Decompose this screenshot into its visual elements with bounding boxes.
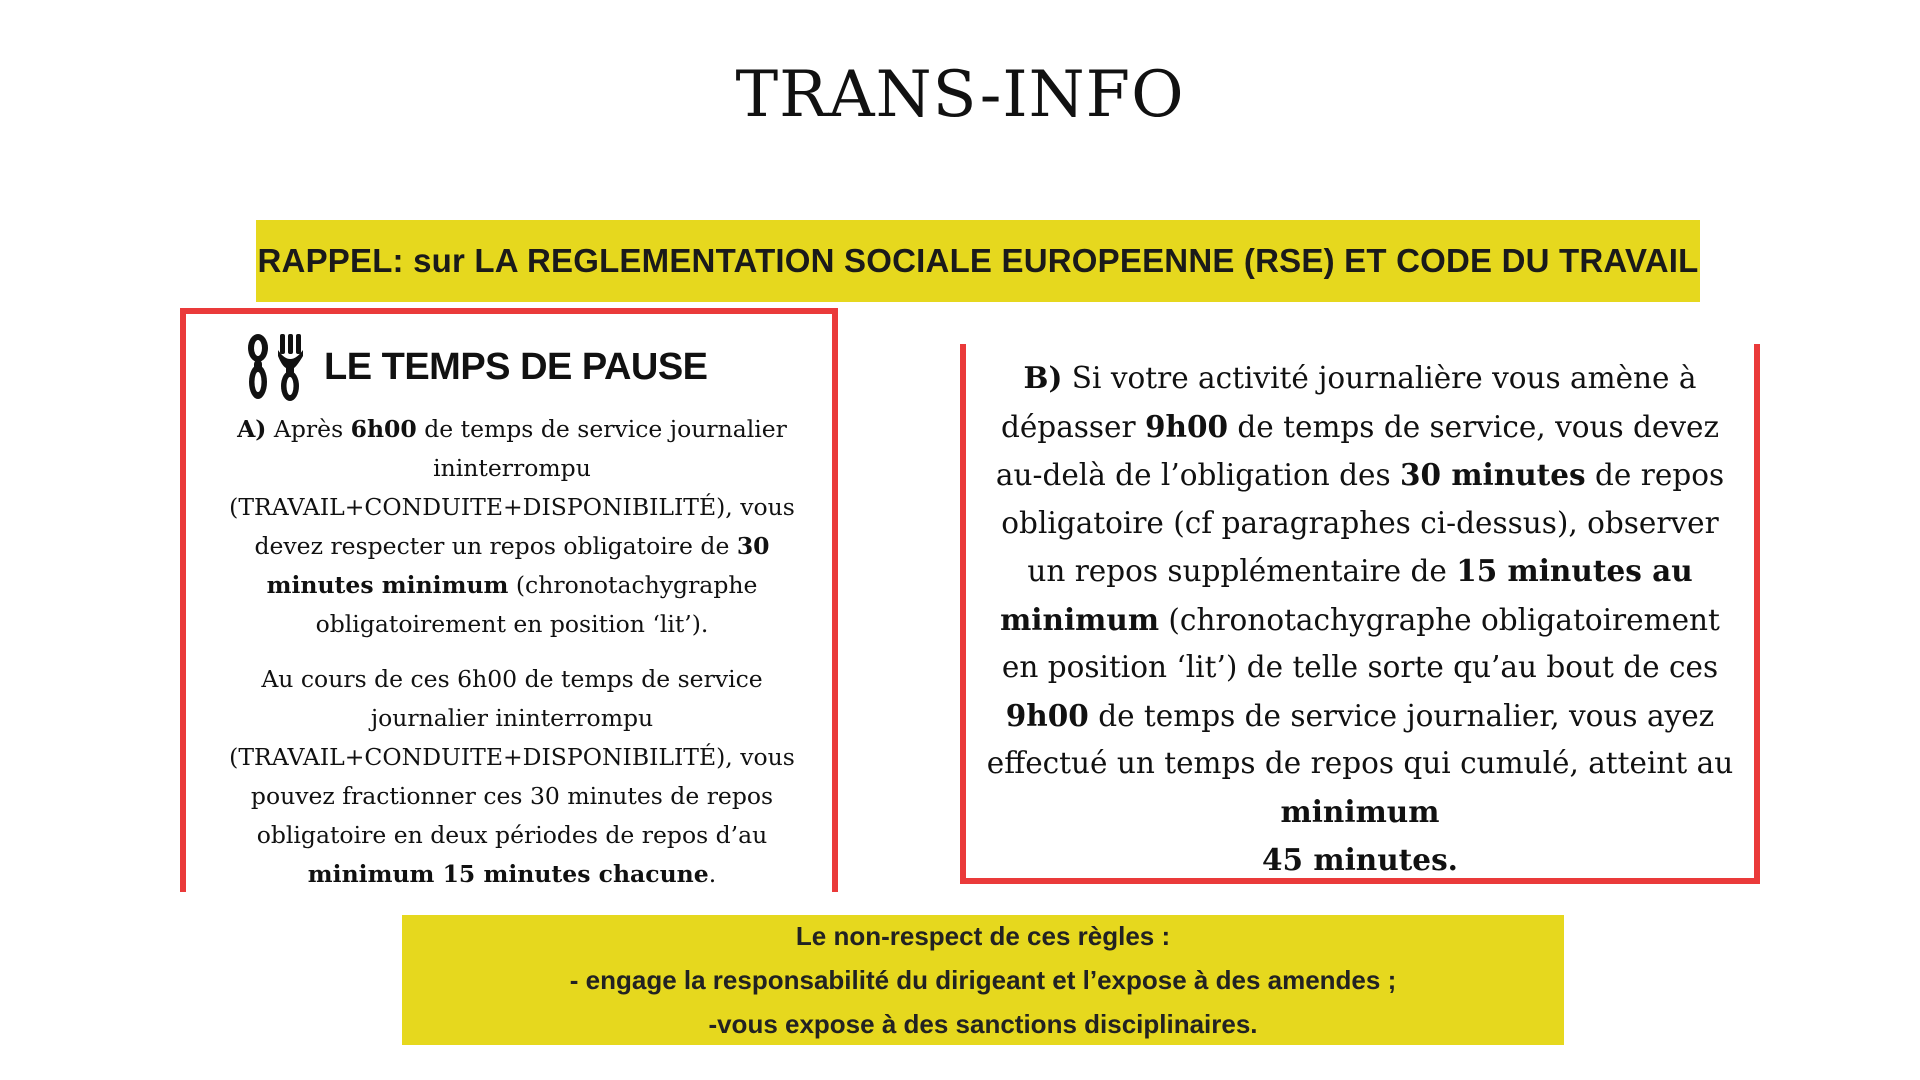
text-run: Au cours de ces 6h00 de temps de service journalier ininterrompu (TRAVAIL+CONDUITE+DISPONIBILITÉ), vous pouvez fractionner ces 30 minutes de repos obligatoire en deux périodes de repos d’au [229, 665, 795, 849]
cutlery-icon [242, 332, 310, 402]
pause-box-a [180, 308, 838, 892]
text-run: (chronotachygraphe obligatoirement en position ‘lit’) de telle sorte qu’au bout de ces [1001, 602, 1720, 684]
text-run: de repos obligatoire (cf paragraphes ci-dessus), observer un repos supplémentaire de [1001, 458, 1725, 588]
bold-run: 45 minutes. [1262, 842, 1458, 877]
text-run: de temps de service journalier ininterrompu (TRAVAIL+CONDUITE+DISPONIBILITÉ), vous devez respecter un repos obligatoire de [229, 415, 795, 560]
warning-footer [402, 915, 1564, 1045]
text-run: Après [266, 415, 351, 443]
footer-line-2: - engage la responsabilité du dirigeant et l’expose à des amendes ; [569, 965, 1397, 995]
pause-text-a [206, 410, 818, 910]
marker-b: B) [1023, 360, 1063, 395]
bold-run: 6h00 [350, 415, 417, 443]
paragraph-a [206, 410, 818, 644]
text-run: (chronotachygraphe obligatoirement en position ‘lit’). [315, 571, 758, 638]
pause-text-b [984, 354, 1736, 885]
bold-run: 30 minutes minimum [266, 532, 770, 599]
paragraph-a2 [206, 660, 818, 894]
pause-box-b [960, 344, 1760, 884]
footer-line-1: Le non-respect de ces règles : [795, 921, 1171, 951]
rse-banner: RAPPEL: sur LA REGLEMENTATION SOCIALE EUROPEENNE (RSE) ET CODE DU TRAVAIL [256, 220, 1700, 302]
pause-header [242, 332, 708, 402]
text-run: de temps de service, vous devez au-delà de l’obligation des [995, 409, 1720, 492]
marker-a: A) [237, 415, 267, 443]
bold-run: 9h00 [1145, 408, 1229, 444]
bold-run: 9h00 [1005, 697, 1089, 733]
bold-run: 30 minutes [1400, 457, 1586, 492]
pause-section-title: LE TEMPS DE PAUSE [324, 345, 708, 388]
text-run: Si votre activité journalière vous amène à dépasser [1000, 361, 1697, 444]
paragraph-b [984, 354, 1736, 885]
footer-line-3: -vous expose à des sanctions disciplinaires. [708, 1009, 1258, 1039]
text-run: . [708, 860, 717, 888]
page-title: TRANS-INFO [735, 58, 1185, 132]
bold-run: 15 minutes au minimum [1000, 553, 1693, 637]
text-run: de temps de service journalier, vous ayez effectué un temps de repos qui cumulé, atteint au [986, 698, 1734, 780]
bold-run: minimum [1280, 793, 1440, 829]
bold-run: minimum 15 minutes chacune [307, 860, 709, 888]
